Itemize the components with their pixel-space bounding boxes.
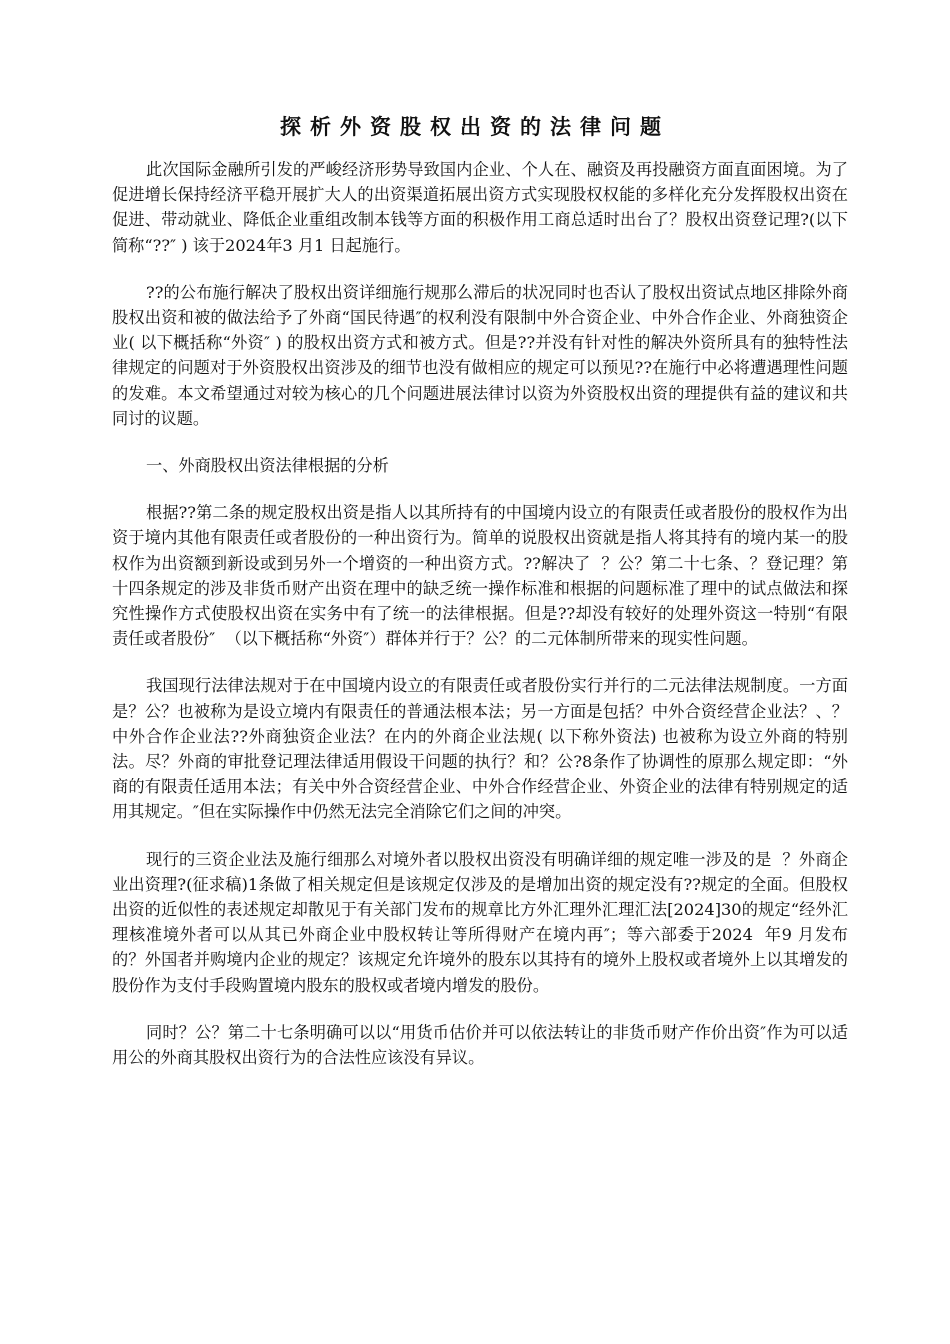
paragraph-section-2: 我国现行法律法规对于在中国境内设立的有限责任或者股份实行并行的二元法律法规制度。一方面是？公？也被称为是设立境内有限责任的普通法根本法；另一方面是包括？中外合资经营企业法？、？中外合作企业法??外商独资企业法？在内的外商企业法规( 以下称外资法) 也被称为设立外商的特别法。尽？外商的审批登记理法律适用假设干问题的执行？和？公?8条作了协调性的原那么规定即：“外商的有限责任适用本法；有关中外合资经营企业、中外合作经营企业、外资企业的法律有特别规定的适用其规定。″但在实际操作中仍然无法完全消除它们之间的冲突。 (112, 676, 848, 822)
paragraph-section-1: 根据??第二条的规定股权出资是指人以其所持有的中国境内设立的有限责任或者股份的股权作为出资于境内其他有限责任或者股份的一种出资行为。简单的说股权出资就是指人将其持有的境内某一的股权作为出资额到新设或到另外一个增资的一种出资方式。??解决了 ？公？第二十七条、？登记理？第十四条规定的涉及非货币财产出资在理中的缺乏统一操作标准和根据的问题标准了理中的试点做法和探究性操作方式使股权出资在实务中有了统一的法律根据。但是??却没有较好的处理外资这一特别“有限责任或者股份″ （以下概括称“外资″）群体并行于？公？的二元体制所带来的现实性问题。 (112, 503, 848, 649)
section-heading: 一、外商股权出资法律根据的分析 (146, 456, 389, 476)
paragraph-section-3: 现行的三资企业法及施行细那么对境外者以股权出资没有明确详细的规定唯一涉及的是 ？外商企业出资理?(征求稿)1条做了相关规定但是该规定仅涉及的是增加出资的规定没有??规定的全面。但股权出资的近似性的表述规定却散见于有关部门发布的规章比方外汇理外汇理汇法[2024]30的规定“经外汇理核准境外者可以从其已外商企业中股权转让等所得财产在境内再″；等六部委于2024 年9 月发布的？外国者并购境内企业的规定？该规定允许境外的股东以其持有的境外上股权或者境外上以其增发的股份作为支付手段购置境内股东的股权或者境内增发的股份。 (112, 849, 848, 995)
paragraph-intro-2: ??的公布施行解决了股权出资详细施行规那么滞后的状况同时也否认了股权出资试点地区排除外商股权出资和被的做法给予了外商“国民待遇″的权利没有限制中外合资企业、中外合作企业、外商独资企业( 以下概括称“外资″ ) 的股权出资方式和被方式。但是??并没有针对性的解决外资所具有的独特性法律规定的问题对于外资股权出资涉及的细节也没有做相应的规定可以预见??在施行中必将遭遇理性问题的发难。本文希望通过对较为核心的几个问题进展法律讨以资为外资股权出资的理提供有益的建议和共同讨的议题。 (112, 282, 848, 428)
document-title: 探析外资股权出资的法律问题 (280, 115, 670, 139)
paragraph-section-4: 同时？公？第二十七条明确可以以“用货币估价并可以依法转让的非货币财产作价出资″作为可以适用公的外商其股权出资行为的合法性应该没有异议。 (112, 1022, 848, 1068)
paragraph-intro-1: 此次国际金融所引发的严峻经济形势导致国内企业、个人在、融资及再投融资方面直面困境。为了促进增长保持经济平稳开展扩大人的出资渠道拓展出资方式实现股权权能的多样化充分发挥股权出资在促进、带动就业、降低企业重组改制本钱等方面的积极作用工商总适时出台了？股权出资登记理?(以下简称“??″ ) 该于2024年3 月1 日起施行。 (112, 160, 848, 255)
document-body (112, 157, 848, 1092)
